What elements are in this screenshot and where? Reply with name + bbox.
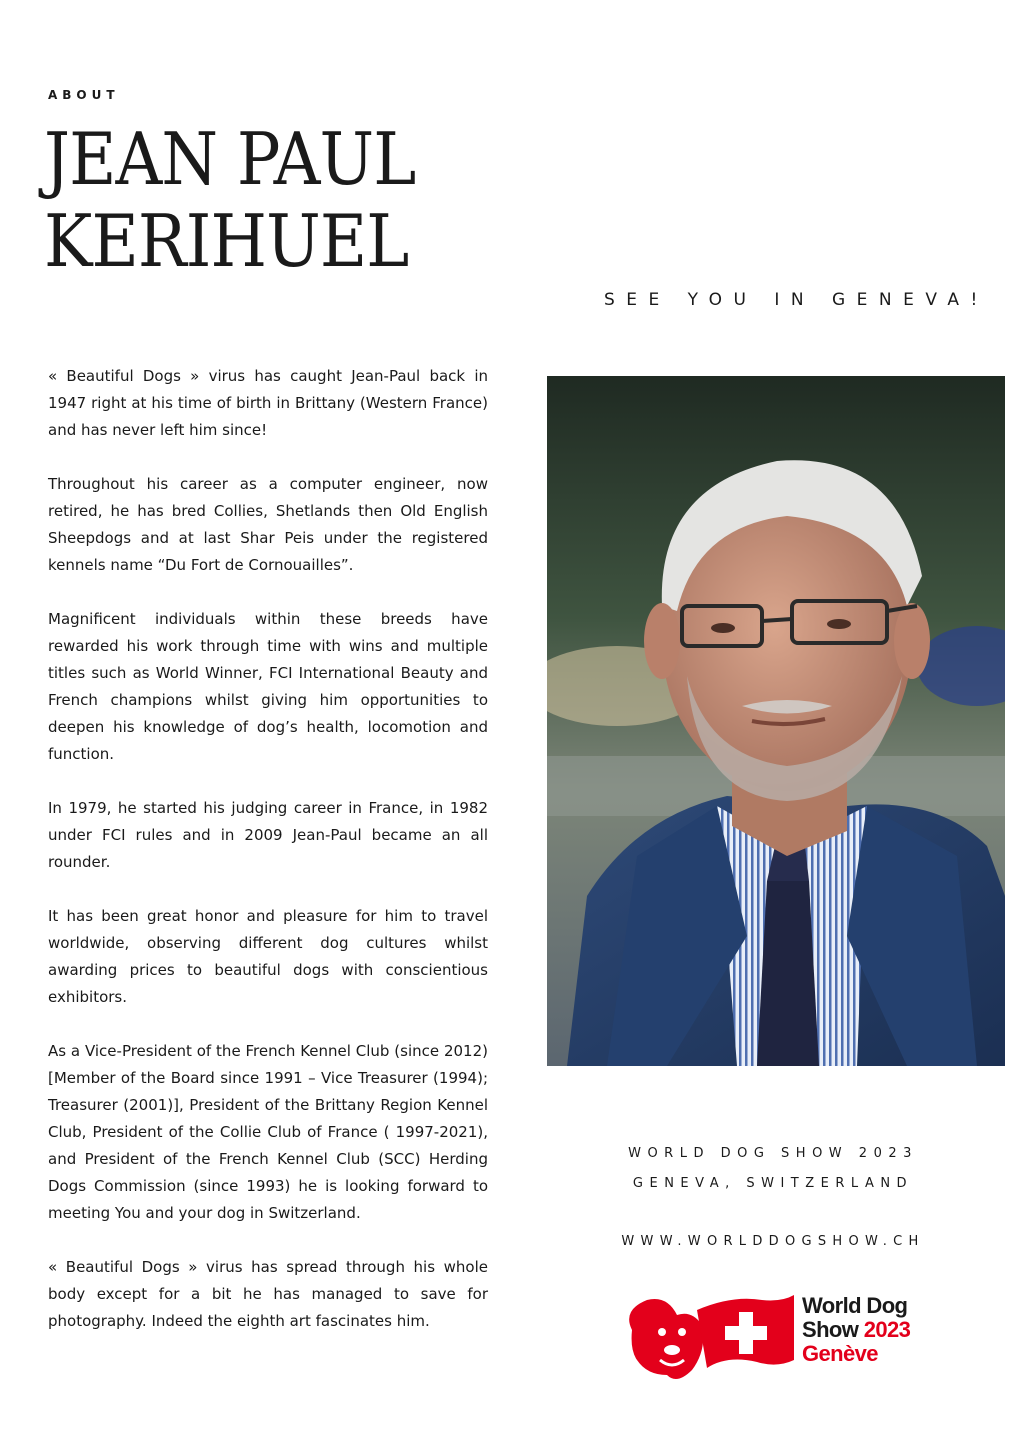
logo-show-word: Show bbox=[802, 1317, 864, 1342]
title-line-2: KERIHUEL bbox=[44, 199, 409, 283]
bio-paragraph: « Beautiful Dogs » virus has spread through his whole body except for a bit he has managed to save for photography. Indeed the eighth art fascinates him. bbox=[48, 1258, 488, 1330]
title-line-1: JEAN PAUL bbox=[44, 117, 416, 201]
swiss-flag-dog-icon bbox=[622, 1290, 797, 1385]
logo-text bbox=[802, 1294, 910, 1366]
event-name: WORLD DOG SHOW 2023 bbox=[628, 1146, 918, 1161]
tagline: SEE YOU IN GENEVA! bbox=[604, 290, 989, 310]
event-location: GENEVA, SWITZERLAND bbox=[632, 1176, 914, 1191]
about-label: ABOUT bbox=[48, 88, 120, 102]
website-link[interactable]: WWW.WORLDDOGSHOW.CH bbox=[621, 1234, 925, 1249]
page-title bbox=[44, 118, 415, 282]
logo-line-3: Genève bbox=[802, 1341, 878, 1366]
bio-paragraph: Magnificent individuals within these breeds have rewarded his work through time with wins and multiple titles such as World Winner, FCI International Beauty and French champions whilst giving him opportunities to deepen his knowledge of dog’s health, locomotion and function. bbox=[48, 610, 488, 763]
logo-line-2 bbox=[802, 1318, 910, 1342]
logo-line-1: World Dog bbox=[802, 1293, 908, 1318]
world-dog-show-logo bbox=[622, 1290, 942, 1385]
bio-text bbox=[48, 363, 488, 1362]
bio-paragraph: As a Vice-President of the French Kennel Club (since 2012) [Member of the Board since 1991 – Vice Treasurer (1994); Treasurer (2001)], President of the Brittany Region Kennel Club, President of the Collie Club of France ( 1997-2021), and President of the French Kennel Club (SCC) Herding Dogs Commission (since 1993) he is looking forward to meeting You and your dog in Switzerland. bbox=[48, 1042, 488, 1222]
bio-paragraph: It has been great honor and pleasure for him to travel worldwide, observing different dog cultures whilst awarding prices to beautiful dogs with conscientious exhibitors. bbox=[48, 907, 488, 1006]
bio-paragraph: In 1979, he started his judging career in France, in 1982 under FCI rules and in 2009 Jean-Paul became an all rounder. bbox=[48, 799, 488, 871]
logo-year: 2023 bbox=[863, 1317, 911, 1342]
bio-paragraph: Throughout his career as a computer engineer, now retired, he has bred Collies, Shetlands then Old English Sheepdogs and at last Shar Peis under the registered kennels name “Du Fort de Cornouailles”. bbox=[48, 475, 488, 574]
portrait-photo bbox=[547, 376, 1005, 1066]
bio-paragraph: « Beautiful Dogs » virus has caught Jean-Paul back in 1947 right at his time of birth in Brittany (Western France) and has never left him since! bbox=[48, 367, 488, 439]
